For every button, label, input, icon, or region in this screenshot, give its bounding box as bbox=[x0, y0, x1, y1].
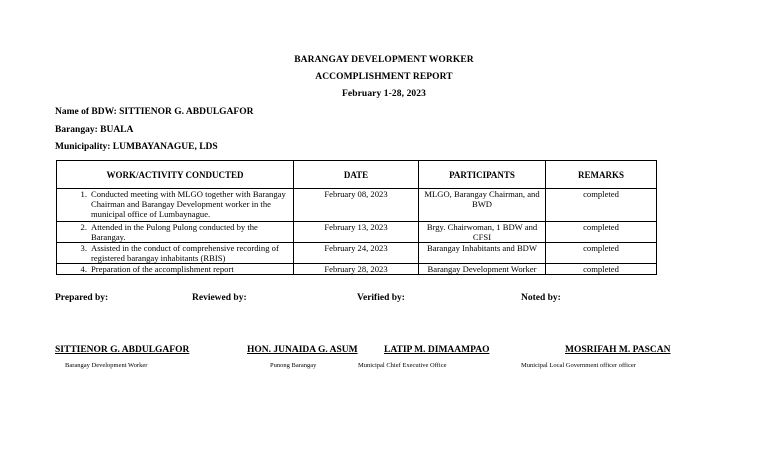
participants-cell: MLGO, Barangay Chairman, and BWD bbox=[419, 189, 546, 222]
report-period: February 1-28, 2023 bbox=[342, 89, 426, 99]
remarks-cell: completed bbox=[546, 243, 657, 264]
reviewed-by-label: Reviewed by: bbox=[192, 293, 247, 303]
prepared-by-label: Prepared by: bbox=[55, 293, 109, 303]
report-title-line-1: BARANGAY DEVELOPMENT WORKER bbox=[294, 55, 474, 65]
date-cell: February 13, 2023 bbox=[294, 222, 419, 243]
activity-cell bbox=[57, 222, 294, 243]
column-header-participants: PARTICIPANTS bbox=[419, 161, 546, 189]
participants-cell: Brgy. Chairwoman, 1 BDW and CFSI bbox=[419, 222, 546, 243]
report-title-line-2: ACCOMPLISHMENT REPORT bbox=[315, 72, 453, 82]
activity-cell bbox=[57, 189, 294, 222]
preparer-name: SITTIENOR G. ABDULGAFOR bbox=[55, 345, 190, 355]
row-number: 1. bbox=[80, 189, 87, 199]
remarks-cell: completed bbox=[546, 189, 657, 222]
reviewer-position: Punong Barangay bbox=[270, 362, 317, 369]
barangay: Barangay: BUALA bbox=[55, 125, 134, 135]
row-number: 4. bbox=[80, 264, 87, 274]
noter-position: Municipal Local Government officer officer bbox=[521, 362, 636, 369]
activity-cell bbox=[57, 264, 294, 275]
remarks-cell: completed bbox=[546, 264, 657, 275]
municipality: Municipality: LUMBAYANAGUE, LDS bbox=[55, 142, 218, 152]
activity-text: Preparation of the accomplishment report bbox=[91, 264, 234, 274]
verifier-position: Municipal Chief Executive Office bbox=[358, 362, 447, 369]
table-row bbox=[57, 222, 657, 243]
verified-by-label: Verified by: bbox=[357, 293, 405, 303]
row-number: 2. bbox=[80, 222, 87, 232]
column-header-remarks: REMARKS bbox=[546, 161, 657, 189]
table-row bbox=[57, 264, 657, 275]
activity-text: Assisted in the conduct of comprehensive recording of registered barangay inhabitants (RBIS) bbox=[91, 243, 279, 263]
activity-cell bbox=[57, 243, 294, 264]
table-header-row bbox=[57, 161, 657, 189]
bdw-name: Name of BDW: SITTIENOR G. ABDULGAFOR bbox=[55, 107, 254, 117]
remarks-cell: completed bbox=[546, 222, 657, 243]
participants-cell: Barangay Inhabitants and BDW bbox=[419, 243, 546, 264]
activity-text: Conducted meeting with MLGO together with Barangay Chairman and Barangay Development worker in the municipal office of Lumbaynague. bbox=[91, 189, 286, 219]
activity-text: Attended in the Pulong Pulong conducted by the Barangay. bbox=[91, 222, 258, 242]
reviewer-name: HON. JUNAIDA G. ASUM bbox=[247, 345, 358, 355]
noter-name: MOSRIFAH M. PASCAN bbox=[565, 345, 671, 355]
noted-by-label: Noted by: bbox=[521, 293, 561, 303]
preparer-position: Barangay Development Worker bbox=[65, 362, 148, 369]
table-row bbox=[57, 243, 657, 264]
date-cell: February 08, 2023 bbox=[294, 189, 419, 222]
accomplishment-table bbox=[56, 160, 657, 275]
participants-cell: Barangay Development Worker bbox=[419, 264, 546, 275]
table-row bbox=[57, 189, 657, 222]
date-cell: February 24, 2023 bbox=[294, 243, 419, 264]
row-number: 3. bbox=[80, 243, 87, 253]
column-header-activity: WORK/ACTIVITY CONDUCTED bbox=[57, 161, 294, 189]
date-cell: February 28, 2023 bbox=[294, 264, 419, 275]
verifier-name: LATIP M. DIMAAMPAO bbox=[384, 345, 490, 355]
column-header-date: DATE bbox=[294, 161, 419, 189]
